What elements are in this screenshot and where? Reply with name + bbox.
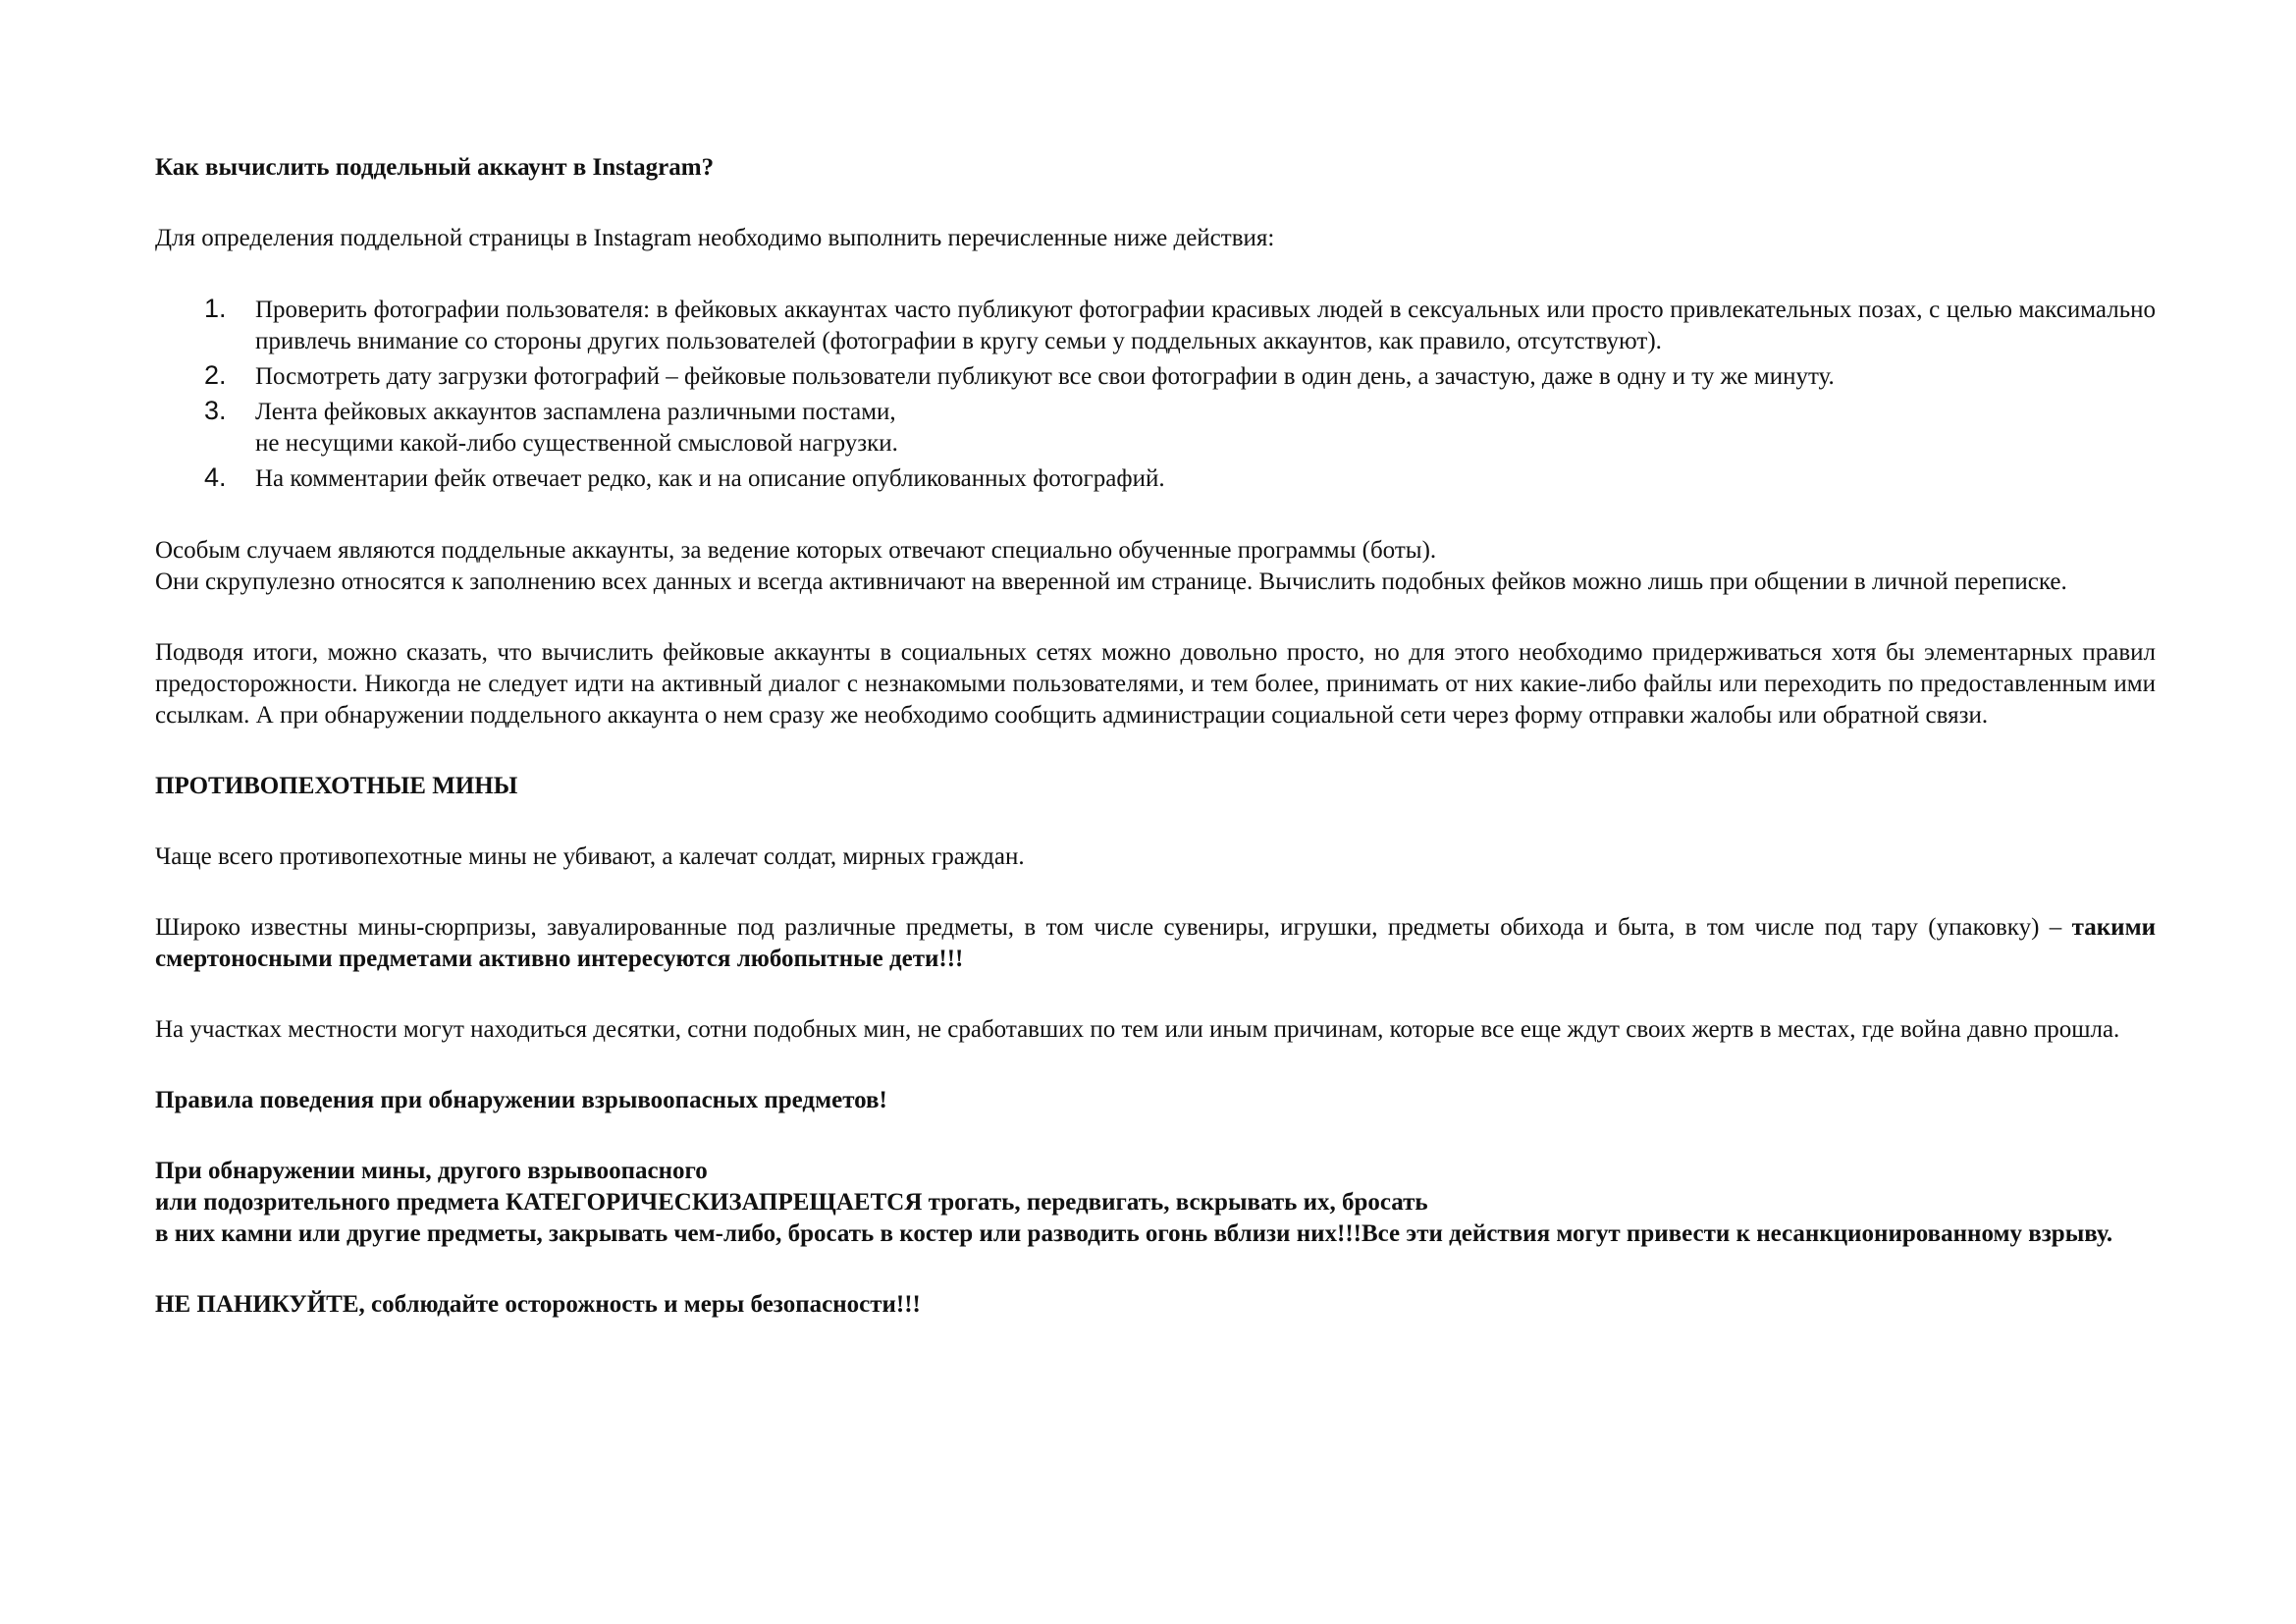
list-item: [155, 295, 2156, 357]
rules-line-3: в них камни или другие предметы, закрывать чем-либо, бросать в костер или разводить огонь вблизи них!!!Все эти действия могут привести к несанкционированному взрыву.: [155, 1220, 2113, 1247]
conclusion-paragraph: Подводя итоги, можно сказать, что вычислить фейковые аккаунты в социальных сетях можно довольно просто, но для этого необходимо придерживаться хотя бы элементарных правил предосторожности. Никогда не следует идти на активный диалог с незнакомыми пользователями, и тем более, принимать от них какие-либо файлы или переходить по предоставленным ими ссылкам. А при обнаружении поддельного аккаунта о нем сразу же необходимо сообщить администрации социальной сети через форму отправки жалобы или обратной связи.: [155, 639, 2156, 729]
list-item-text: Проверить фотографии пользователя: в фейковых аккаунтах часто публикуют фотографии красивых людей в сексуальных или просто привлекательных позах, с целью максимально привлечь внимание со стороны других пользователей (фотографии в кругу семьи у поддельных аккаунтов, как правило, отсутствуют).: [255, 297, 2156, 354]
instagram-title: Как вычислить поддельный аккаунт в Instagram?: [155, 154, 715, 181]
bots-paragraph-line2: Они скрупулезно относятся к заполнению всех данных и всегда активничают на вверенной им странице. Вычислить подобных фейков можно лишь при общении в личной переписке.: [155, 568, 2067, 595]
mines-paragraph-2: [155, 912, 2156, 975]
instagram-intro: Для определения поддельной страницы в Instagram необходимо выполнить перечисленные ниже действия:: [155, 225, 1275, 251]
rules-title: Правила поведения при обнаружении взрывоопасных предметов!: [155, 1087, 887, 1113]
list-item: [155, 463, 2156, 495]
mines-paragraph-1: Чаще всего противопехотные мины не убивают, а калечат солдат, мирных граждан.: [155, 843, 1025, 870]
document-page: [155, 152, 2156, 1321]
bots-paragraph-line1: Особым случаем являются поддельные аккаунты, за ведение которых отвечают специально обученные программы (боты).: [155, 537, 1437, 564]
mines-paragraph-3: На участках местности могут находиться десятки, сотни подобных мин, не сработавших по тем или иным причинам, которые все еще ждут своих жертв в местах, где война давно прошла.: [155, 1016, 2120, 1043]
mines-paragraph-2-emphasis: такими смертоносными предметами активно интересуются любопытные дети!!!: [155, 914, 2156, 972]
list-item: [155, 397, 2156, 460]
list-item-number: 2.: [204, 360, 227, 390]
mines-title: ПРОТИВОПЕХОТНЫЕ МИНЫ: [155, 773, 518, 799]
rules-line-2: или подозрительного предмета КАТЕГОРИЧЕСКИЗАПРЕЩАЕТСЯ трогать, передвигать, вскрывать их, бросать: [155, 1189, 1428, 1216]
list-item-text-line: не несущими какой-либо существенной смысловой нагрузки.: [255, 430, 898, 457]
safety-warning: НЕ ПАНИКУЙТЕ, соблюдайте осторожность и меры безопасности!!!: [155, 1291, 921, 1318]
list-item-number: 4.: [204, 462, 227, 492]
rules-line-1: При обнаружении мины, другого взрывоопасного: [155, 1158, 708, 1184]
mines-paragraph-2-text: Широко известны мины-сюрпризы, завуалированные под различные предметы, в том числе сувениры, игрушки, предметы обихода и быта, в том числе под тару (упаковку) –: [155, 914, 2072, 941]
list-item-text-line: Лента фейковых аккаунтов заспамлена различными постами,: [255, 399, 896, 425]
list-item-text: На комментарии фейк отвечает редко, как и на описание опубликованных фотографий.: [255, 465, 1165, 492]
list-item-number: 3.: [204, 396, 227, 425]
list-item-number: 1.: [204, 294, 227, 323]
list-item-text: Посмотреть дату загрузки фотографий – фейковые пользователи публикуют все свои фотографии в один день, а зачастую, даже в одну и ту же минуту.: [255, 363, 1835, 390]
list-item: [155, 361, 2156, 393]
instagram-steps-list: [155, 295, 2156, 495]
